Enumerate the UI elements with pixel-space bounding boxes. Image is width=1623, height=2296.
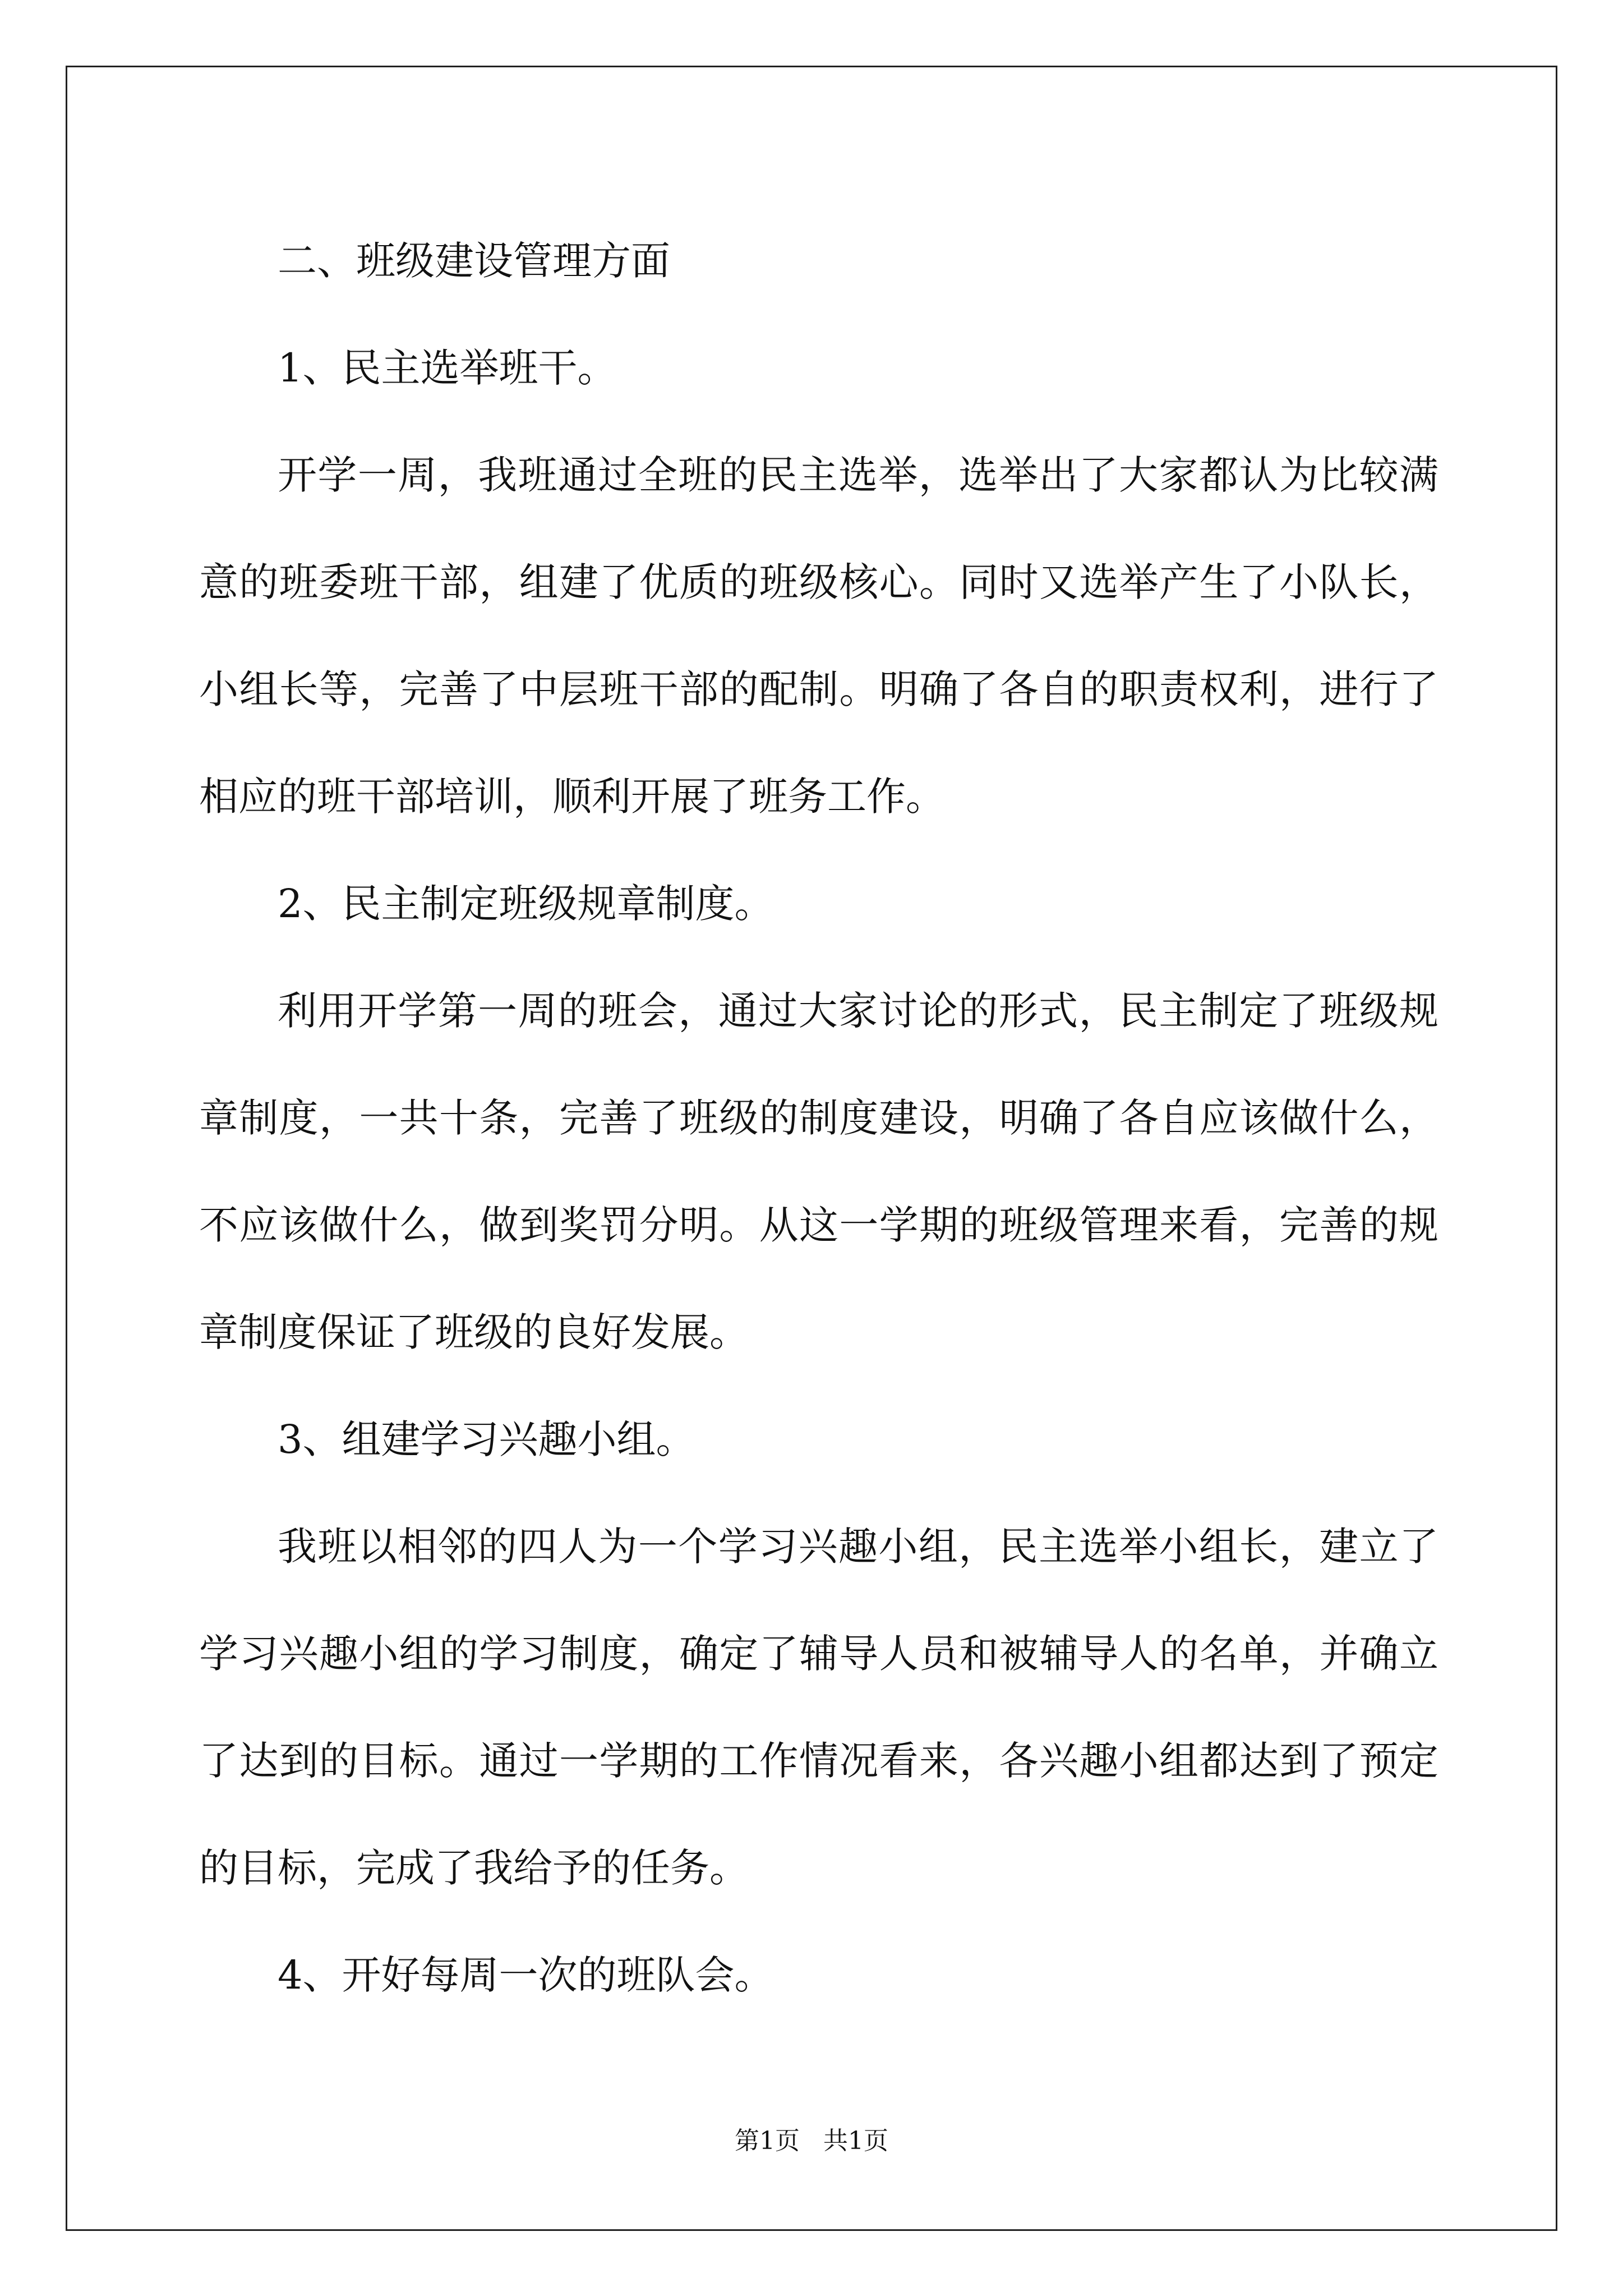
subsection-heading-4: 4、开好每周一次的班队会。 (278, 1952, 774, 1998)
subsection-heading-2: 2、民主制定班级规章制度。 (278, 881, 774, 927)
subsection-heading-3: 3、组建学习兴趣小组。 (278, 1416, 695, 1462)
subsection-heading-1: 1、民主选举班干。 (278, 345, 617, 391)
page-footer (0, 2120, 1623, 2156)
paragraph-1: 开学一周，我班通过全班的民主选举，选举出了大家都认为比较满意的班委班干部，组建了优质的班级核心。同时又选举产生了小队长，小组长等，完善了中层班干部的配制。明确了各自的职责权利，进行了相应的班干部培训，顺利开展了班务工作。 (199, 452, 1438, 820)
page-total: 共1页 (823, 2127, 888, 2155)
paragraph-3: 我班以相邻的四人为一个学习兴趣小组，民主选举小组长，建立了学习兴趣小组的学习制度，确定了辅导人员和被辅导人的名单，并确立了达到的目标。通过一学期的工作情况看来，各兴趣小组都达到了预定的目标，完成了我给予的任务。 (199, 1524, 1438, 1891)
document-body (199, 208, 1438, 2029)
page-number: 第1页 (735, 2127, 800, 2155)
section-heading: 二、班级建设管理方面 (278, 238, 670, 284)
paragraph-2: 利用开学第一周的班会，通过大家讨论的形式，民主制定了班级规章制度，一共十条，完善了班级的制度建设，明确了各自应该做什么，不应该做什么，做到奖罚分明。从这一学期的班级管理来看，完善的规章制度保证了班级的良好发展。 (199, 988, 1438, 1355)
